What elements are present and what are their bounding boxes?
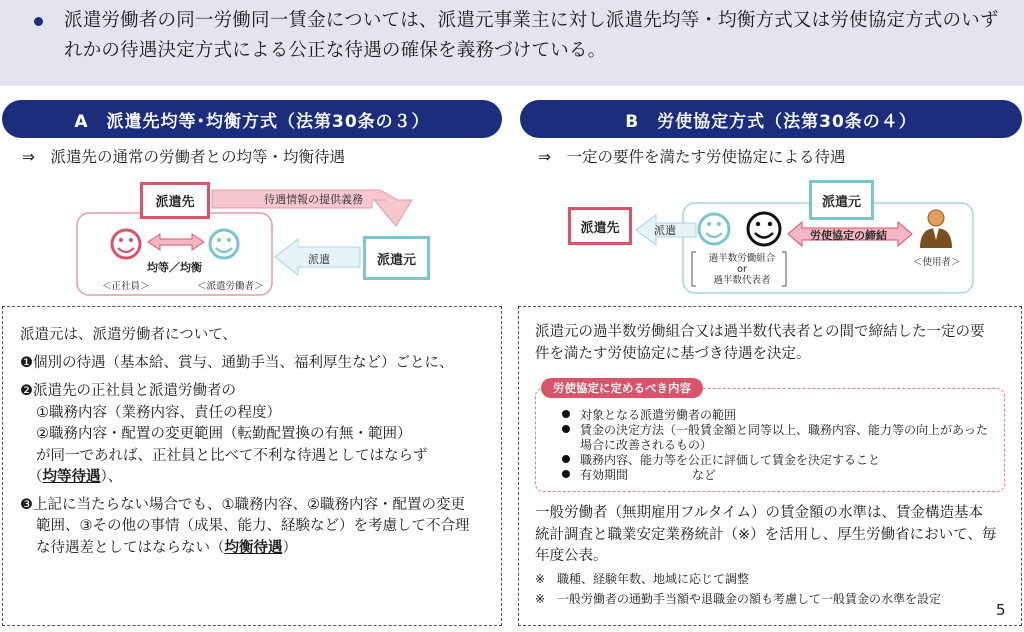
intro-line1: 派遣元の過半数労働組合又は過半数代表者との間で締結した一定の要 — [535, 324, 985, 340]
list-item — [562, 453, 1002, 468]
union-label — [698, 253, 786, 286]
item2-line4: が同一であれば、正社員と比べて不利な待遇としてはならず — [36, 447, 428, 464]
item3-close: ） — [282, 539, 297, 556]
list-item-text: 職務内容、能力等を公正に評価して賃金を決定すること — [580, 453, 881, 467]
item3-line2: 範囲、③その他の事情（成果、能力、経験など）を考慮して不合理 — [36, 518, 470, 534]
num-2: ❷ — [20, 383, 33, 399]
smiley-teal-icon — [210, 230, 238, 258]
num-1: ❶ — [20, 354, 33, 371]
page-number: 5 — [996, 601, 1006, 619]
panel-a-item1 — [20, 353, 498, 375]
kinto-taigu-term: 均等待遇 — [42, 469, 101, 485]
item2-line2: ①職務内容（業務内容、責任の程度） — [36, 404, 281, 421]
union-line1: 過半数労働組合 — [708, 253, 776, 264]
list-item — [562, 423, 1002, 438]
smiley-black-icon — [748, 213, 780, 245]
dispatch-label-b: 派遣 — [654, 224, 676, 237]
dispatch-label-a: 派遣 — [308, 253, 330, 266]
section-a-title: A 派遣先均等･均衡方式（法第30条の３） — [2, 100, 502, 138]
wage-line2: 統計調査と職業安定業務統計（※）を活用し、厚生労働省において、毎 — [535, 526, 997, 543]
employer-label: ＜使用者＞ — [913, 257, 961, 268]
wage-level-text — [535, 503, 1010, 568]
haken-moto-box-a: 派遣元 — [363, 236, 430, 280]
smiley-teal-icon — [699, 214, 729, 244]
item3-line1: 上記に当たらない場合でも、①職務内容、②職務内容・配置の変更 — [33, 496, 465, 513]
section-b-title: B 労使協定方式（法第30条の４） — [520, 100, 1022, 138]
agreement-label: 労使協定の締結 — [810, 229, 887, 242]
union-line3: 過半数代表者 — [713, 275, 771, 286]
agreement-contents-tag: 労使協定に定めるべき内容 — [541, 378, 703, 398]
item3-pre: な待遇差としてはならない（ — [36, 539, 225, 556]
list-item — [562, 408, 1002, 423]
section-a-subtitle: ⇒ 派遣先の通常の労働者との均等・均衡待遇 — [22, 148, 345, 166]
haken-saki-box-b: 派遣先 — [568, 207, 632, 245]
smiley-red-icon — [112, 230, 140, 258]
section-b-subtitle: ⇒ 一定の要件を満たす労使協定による待遇 — [538, 148, 846, 166]
item3-line3 — [20, 538, 498, 560]
item2-line5 — [20, 467, 498, 489]
wage-line3: 年度公表。 — [535, 548, 608, 564]
list-item-text: 賃金の決定方法（一般賃金額と同等以上、職務内容、能力等の向上があった — [580, 423, 988, 437]
wage-line1: 一般労働者（無期雇用フルタイム）の賃金額の水準は、賃金構造基本 — [535, 505, 984, 521]
bullet-icon — [34, 17, 43, 26]
equal-balance-label: 均等／均衡 — [147, 261, 202, 274]
haken-saki-box-a: 派遣先 — [140, 182, 210, 219]
list-item-text: 有効期間 — [580, 468, 629, 482]
haken-moto-box-b: 派遣元 — [809, 180, 874, 220]
panel-a-text — [20, 325, 498, 559]
note-2: ※ 一般労働者の通勤手当額や退職金の額も考慮して一般賃金の水準を設定 — [535, 592, 942, 606]
num-3: ❸ — [20, 496, 33, 513]
intro-line2: 件を満たす労使協定に基づき待遇を決定。 — [535, 345, 811, 362]
regular-employee-label: ＜正社員＞ — [102, 281, 150, 292]
item2-close: ）、 — [100, 469, 123, 485]
panel-a-item2 — [20, 381, 498, 489]
item2-line1: 派遣先の正社員と派遣労働者の — [33, 383, 236, 399]
panel-a-item3 — [20, 495, 498, 560]
list-item — [562, 468, 1002, 483]
kinko-taigu-term: 均衡待遇 — [224, 539, 283, 556]
list-item-text: 対象となる派遣労働者の範囲 — [580, 408, 737, 422]
info-duty-label: 待遇情報の提供義務 — [264, 193, 363, 206]
list-item-cont: 場合に改善されるもの） — [580, 438, 713, 452]
item2-open: （ — [28, 469, 43, 485]
header-text: 派遣労働者の同一労働同一賃金については、派遣元事業主に対し派遣先均等・均衡方式又は労使協定方式のいずれかの待遇決定方式による公正な待遇の確保を義務づけている。 — [64, 10, 999, 61]
list-item-suffix: など — [692, 468, 717, 482]
agreement-contents-list — [562, 408, 1002, 483]
note-1: ※ 職種、経験年数、地域に応じて調整 — [535, 572, 750, 586]
dispatched-worker-label: ＜派遣労働者＞ — [197, 281, 264, 292]
union-line2: or — [737, 264, 747, 275]
item2-line3: ②職務内容・配置の変更範囲（転勤配置換の有無・範囲） — [36, 426, 412, 442]
item1-text: 個別の待遇（基本給、賞与、通勤手当、福利厚生など）ごとに、 — [33, 354, 454, 371]
panel-a-intro: 派遣元は、派遣労働者について、 — [20, 327, 237, 343]
panel-b-intro — [535, 322, 1015, 365]
